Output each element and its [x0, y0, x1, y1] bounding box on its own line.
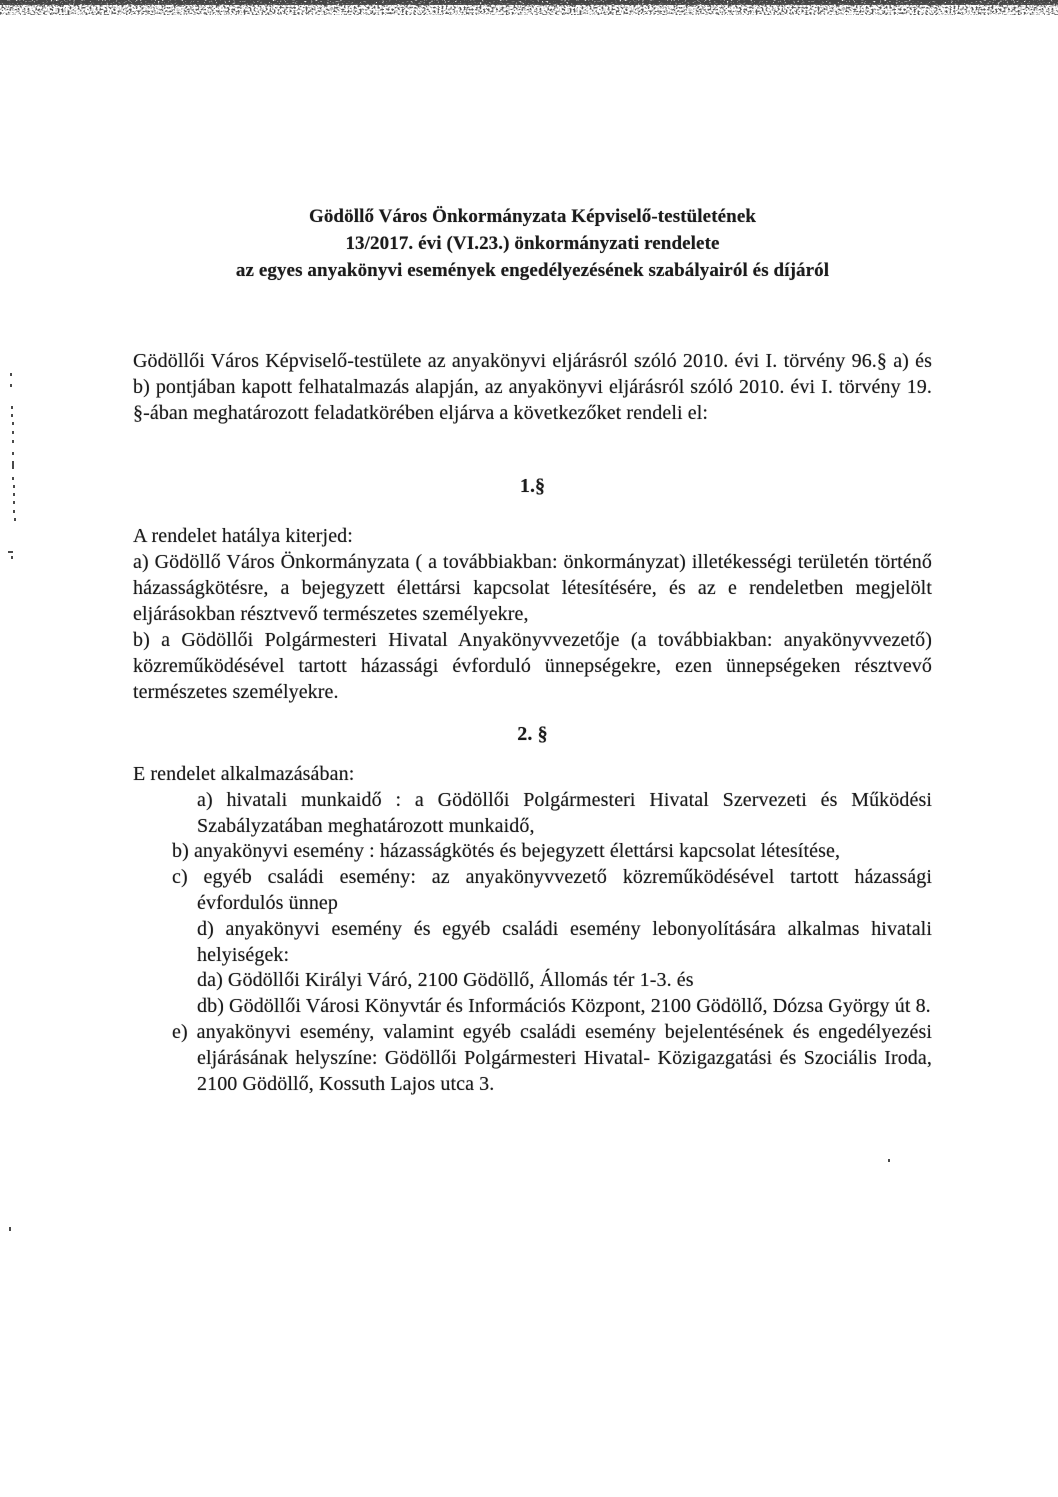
section-1-point-b: b) a Gödöllői Polgármesteri Hivatal Anyakönyvvezetője (a továbbiakban: anyakönyvvezető) közreműködésével tartott házassági évforduló ünnepségekre, ezen ünnepségeken résztvevő természetes személyekre. — [133, 629, 932, 703]
section-2-point-c: c) egyéb családi esemény: az anyakönyvvezető közreműködésével tartott házassági évfordulós ünnep — [172, 866, 932, 914]
section-2-point-db: db) Gödöllői Városi Könyvtár és Információs Központ, 2100 Gödöllő, Dózsa György út 8. — [197, 995, 931, 1018]
section-1-heading: 1.§ — [519, 475, 546, 497]
section-1-lead: A rendelet hatálya kiterjed: — [133, 525, 353, 547]
document-content — [133, 203, 932, 1097]
document-title — [133, 203, 932, 284]
section-2-heading: 2. § — [517, 723, 548, 745]
section-2-point-da: da) Gödöllői Királyi Váró, 2100 Gödöllő, Állomás tér 1-3. és — [197, 969, 694, 992]
section-2-lead: E rendelet alkalmazásában: — [133, 763, 355, 785]
title-line-1: Gödöllő Város Önkormányzata Képviselő-testületének — [308, 206, 757, 227]
section-1-point-a: a) Gödöllő Város Önkormányzata ( a továbbiakban: önkormányzat) illetékességi területén történő házasságkötésre, a bejegyzett élettársi kapcsolat létesítésére, és az e rendeletben megjelölt eljárásokban résztvevő természetes személyekre, — [133, 551, 932, 625]
section-2-body — [133, 762, 932, 1097]
section-2-point-b: b) anyakönyvi esemény : házasságkötés és bejegyzett élettársi kapcsolat létesítése, — [172, 840, 841, 863]
title-line-3: az egyes anyakönyvi események engedélyezésének szabályairól és díjáról — [235, 260, 830, 281]
title-line-2: 13/2017. évi (VI.23.) önkormányzati rendelete — [345, 233, 720, 254]
preamble-paragraph: Gödöllői Város Képviselő-testülete az anyakönyvi eljárásról szóló 2010. évi I. törvény 96.§ a) és b) pontjában kapott felhatalmazás alapján, az anyakönyvi eljárásról szóló 2010. évi I. törvény 19. §-ában meghatározott feladatkörében eljárva a következőket rendeli el: — [133, 350, 932, 424]
section-2-point-d: d) anyakönyvi esemény és egyéb családi esemény lebonyolítására alkalmas hivatali helyiségek: — [197, 917, 932, 966]
section-2-point-a: a) hivatali munkaidő : a Gödöllői Polgármesteri Hivatal Szervezeti és Működési Szabályzatában meghatározott munkaidő, — [197, 788, 932, 837]
scan-noise-top-edge — [0, 0, 1058, 18]
section-2-point-e: e) anyakönyvi esemény, valamint egyéb családi esemény bejelentésének és engedélyezési eljárásának helyszíne: Gödöllői Polgármesteri Hivatal- Közigazgatási és Szociális Iroda, 2100 Gödöllő, Kossuth Lajos utca 3. — [172, 1020, 932, 1095]
section-1-body — [133, 523, 932, 705]
